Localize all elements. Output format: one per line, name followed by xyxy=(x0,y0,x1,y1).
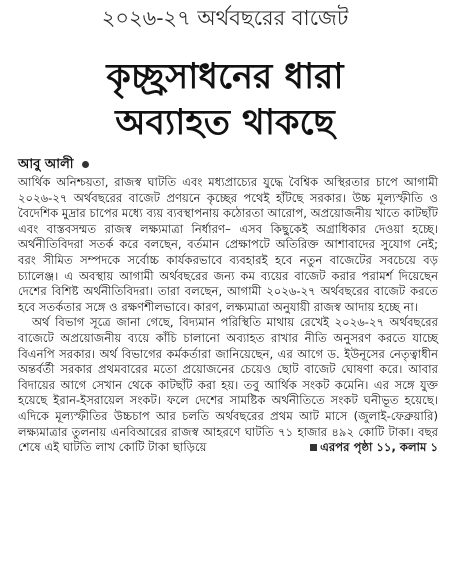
body-paragraph-2 xyxy=(18,315,438,455)
body-paragraph-1: আর্থিক অনিশ্চয়তা, রাজস্ব ঘাটতি এবং মধ্যপ্রাচ্যের যুদ্ধে বৈশ্বিক অস্থিরতার চাপে আগামী ২০২৬-২৭ অর্থবছরের বাজেট প্রণয়নে কৃচ্ছের পথেই হাঁটছে সরকার। উচ্চ মূল্যস্ফীতি ও বৈদেশিক মুদ্রার চাপের মধ্যে ব্যয় ব্যবস্থাপনায় কঠোরতা আরোপ, অপ্রয়োজনীয় খাতে কাটছাঁট এবং বাস্তবসম্মত রাজস্ব লক্ষ্যমাত্রা নির্ধারণ– এসব কিছুকেই অগ্রাধিকার দেওয়া হচ্ছে। অর্থনীতিবিদরা সতর্ক করে বলছেন, বর্তমান প্রেক্ষাপটে অতিরিক্ত আশাবাদের সুযোগ নেই; বরং সীমিত সম্পদকে সর্বোচ্চ কার্যকরভাবে ব্যবহারই হবে নতুন বাজেটের সবচেয়ে বড় চ্যালেঞ্জ। এ অবস্থায় আগামী অর্থবছরের জন্য কম ব্যয়ের বাজেট করার পরামর্শ দিয়েছেন দেশের বিশিষ্ট অর্থনীতিবিদরা। তারা বলছেন, আগামী ২০২৬-২৭ অর্থবছরের বাজেট করতে হবে সতর্কতার সঙ্গে ও রক্ষণশীলভাবে। কারণ, লক্ষ্যমাত্রা অনুযায়ী রাজস্ব আদায় হচ্ছে না। xyxy=(18,175,438,314)
article-headline xyxy=(0,54,450,146)
continuation-marker-icon xyxy=(310,444,317,451)
continuation-label: এরপর পৃষ্ঠা ১১, কলাম ১ xyxy=(320,440,438,455)
byline-bullet-icon xyxy=(82,161,89,168)
byline-author: আবু আলী xyxy=(18,157,74,172)
article-byline xyxy=(18,157,89,173)
headline-line-1: কৃচ্ছ্রসাধনের ধারা xyxy=(106,56,344,97)
article-body xyxy=(18,175,438,456)
article-kicker: ২০২৬-২৭ অর্থবছরের বাজেট xyxy=(101,6,349,30)
continuation-note[interactable] xyxy=(296,440,438,456)
body-paragraph-2-text: অর্থ বিভাগ সূত্রে জানা গেছে, বিদ্যমান পরিস্থিতি মাথায় রেখেই ২০২৬-২৭ অর্থবছরের বাজেটে অপ্রয়োজনীয় ব্যয়ে কাঁচি চালানো অব্যাহত রাখার নীতি অনুসরণ করতে যাচ্ছে বিএনপি সরকার। অর্থ বিভাগের কর্মকর্তারা জানিয়েছেন, এর আগে ড. ইউনূসের নেতৃত্বাধীন অন্তর্বর্তী সরকার প্রথমবারের মতো প্রয়োজনের চেয়েও ছোট বাজেট ঘোষণা করে। আবার বিদায়ের আগে সেখান থেকে কাটছাঁট করা হয়। তবু আর্থিক সংকট কমেনি। এর সঙ্গে যুক্ত হয়েছে ইরান-ইসরায়েল সংকট। ফলে দেশের সামষ্টিক অর্থনীতিতে সংকট ঘনীভূত হয়েছে। এদিকে মূল্যস্ফীতির উচ্চচাপ আর চলতি অর্থবছরের প্রথম আট মাসে (জুলাই-ফেব্রুয়ারি) লক্ষ্যমাত্রার তুলনায় এনবিআরের রাজস্ব আহরণে ঘাটতি ৭১ হাজার ৪৯২ কোটি টাকা। বছর শেষে এই ঘাটতি লাখ কোটি টাকা ছাড়িয়ে xyxy=(18,315,438,455)
headline-line-2: অব্যাহত থাকছে xyxy=(115,102,335,143)
